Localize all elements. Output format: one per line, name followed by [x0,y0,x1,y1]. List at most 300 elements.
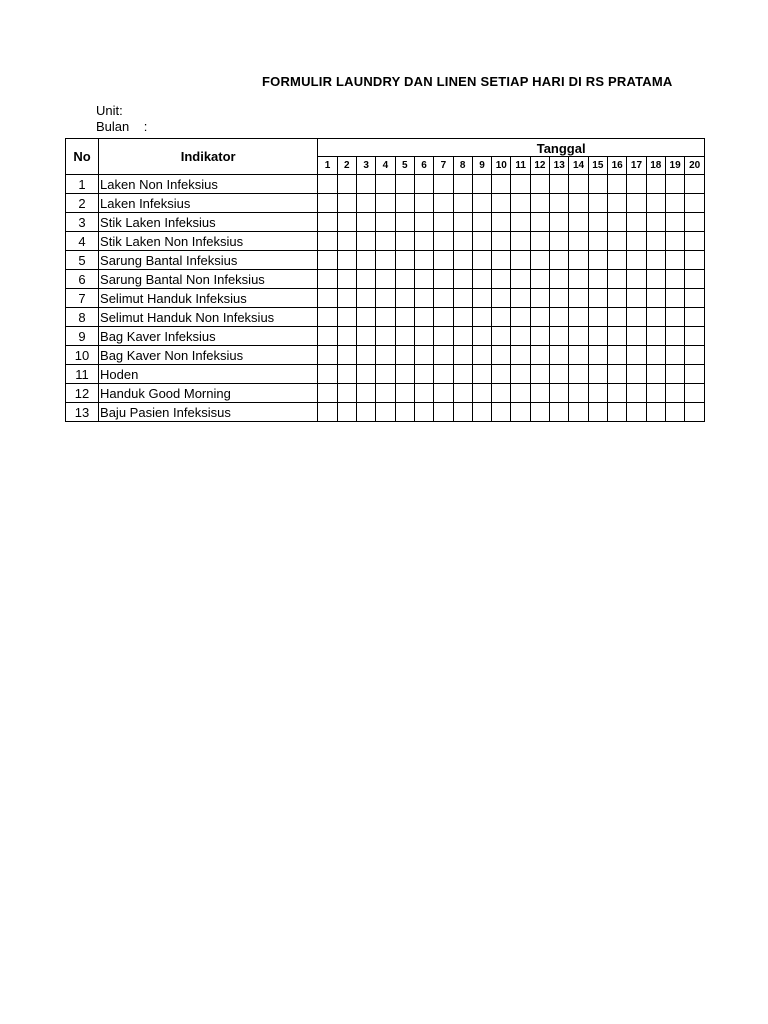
day-entry-cell[interactable] [646,270,665,289]
day-entry-cell[interactable] [646,232,665,251]
day-entry-cell[interactable] [550,403,569,422]
day-entry-cell[interactable] [665,232,684,251]
day-entry-cell[interactable] [434,308,453,327]
day-entry-cell[interactable] [492,327,511,346]
day-entry-cell[interactable] [492,175,511,194]
day-entry-cell[interactable] [511,384,530,403]
day-entry-cell[interactable] [472,346,491,365]
day-entry-cell[interactable] [318,251,337,270]
day-entry-cell[interactable] [511,213,530,232]
day-entry-cell[interactable] [550,175,569,194]
day-entry-cell[interactable] [395,194,414,213]
day-entry-cell[interactable] [627,270,646,289]
day-entry-cell[interactable] [318,365,337,384]
day-entry-cell[interactable] [511,251,530,270]
day-entry-cell[interactable] [665,194,684,213]
day-entry-cell[interactable] [646,251,665,270]
day-entry-cell[interactable] [665,289,684,308]
tanggal-header [318,139,705,157]
day-entry-cell[interactable] [569,289,588,308]
day-entry-cell[interactable] [627,384,646,403]
day-entry-cell[interactable] [453,270,472,289]
day-entry-cell[interactable] [665,403,684,422]
day-entry-cell[interactable] [395,175,414,194]
table-row [66,232,705,251]
day-entry-cell[interactable] [646,308,665,327]
day-entry-cell[interactable] [530,346,549,365]
day-entry-cell[interactable] [395,327,414,346]
day-entry-cell[interactable] [569,251,588,270]
table-row [66,289,705,308]
day-entry-cell[interactable] [414,194,433,213]
day-entry-cell[interactable] [569,213,588,232]
day-entry-cell[interactable] [511,308,530,327]
table-row [66,327,705,346]
day-entry-cell[interactable] [356,308,375,327]
indikator-cell: Handuk Good Morning [99,384,318,403]
day-entry-cell[interactable] [472,384,491,403]
day-entry-cell[interactable] [665,327,684,346]
table-row [66,403,705,422]
day-entry-cell[interactable] [376,213,395,232]
day-entry-cell[interactable] [492,403,511,422]
day-entry-cell[interactable] [608,308,627,327]
row-number: 3 [66,213,99,232]
day-entry-cell[interactable] [337,365,356,384]
table-row [66,213,705,232]
day-entry-cell[interactable] [511,270,530,289]
day-entry-cell[interactable] [318,403,337,422]
day-entry-cell[interactable] [665,251,684,270]
title-area [0,74,686,94]
table-row [66,175,705,194]
table-row [66,270,705,289]
day-entry-cell[interactable] [434,270,453,289]
day-entry-cell[interactable] [492,213,511,232]
row-number: 1 [66,175,99,194]
day-entry-cell[interactable] [569,346,588,365]
day-entry-cell[interactable] [608,232,627,251]
row-number: 7 [66,289,99,308]
day-entry-cell[interactable] [685,213,705,232]
day-header: 5 [395,157,414,175]
day-entry-cell[interactable] [376,270,395,289]
day-entry-cell[interactable] [472,175,491,194]
day-entry-cell[interactable] [511,194,530,213]
row-number: 4 [66,232,99,251]
day-entry-cell[interactable] [530,270,549,289]
day-entry-cell[interactable] [414,175,433,194]
day-entry-cell[interactable] [472,289,491,308]
day-entry-cell[interactable] [453,289,472,308]
day-entry-cell[interactable] [395,403,414,422]
day-entry-cell[interactable] [453,346,472,365]
day-entry-cell[interactable] [318,308,337,327]
indikator-cell: Baju Pasien Infeksisus [99,403,318,422]
day-entry-cell[interactable] [685,327,705,346]
indikator-cell: Sarung Bantal Infeksius [99,251,318,270]
day-entry-cell[interactable] [356,251,375,270]
day-entry-cell[interactable] [550,194,569,213]
day-entry-cell[interactable] [665,175,684,194]
day-entry-cell[interactable] [492,270,511,289]
day-entry-cell[interactable] [530,308,549,327]
day-entry-cell[interactable] [376,232,395,251]
day-entry-cell[interactable] [414,384,433,403]
day-entry-cell[interactable] [685,270,705,289]
day-entry-cell[interactable] [395,289,414,308]
day-entry-cell[interactable] [453,232,472,251]
day-entry-cell[interactable] [646,365,665,384]
day-entry-cell[interactable] [627,308,646,327]
day-entry-cell[interactable] [530,213,549,232]
day-entry-cell[interactable] [530,251,549,270]
day-entry-cell[interactable] [646,289,665,308]
day-entry-cell[interactable] [685,175,705,194]
day-entry-cell[interactable] [530,327,549,346]
day-entry-cell[interactable] [453,365,472,384]
day-entry-cell[interactable] [318,213,337,232]
day-entry-cell[interactable] [337,384,356,403]
day-entry-cell[interactable] [665,346,684,365]
day-entry-cell[interactable] [550,251,569,270]
day-entry-cell[interactable] [627,175,646,194]
day-entry-cell[interactable] [434,384,453,403]
day-entry-cell[interactable] [376,308,395,327]
day-entry-cell[interactable] [608,346,627,365]
day-entry-cell[interactable] [646,346,665,365]
day-entry-cell[interactable] [318,346,337,365]
day-entry-cell[interactable] [588,403,607,422]
day-entry-cell[interactable] [376,289,395,308]
day-entry-cell[interactable] [569,175,588,194]
day-entry-cell[interactable] [665,270,684,289]
day-entry-cell[interactable] [492,251,511,270]
day-entry-cell[interactable] [530,403,549,422]
day-entry-cell[interactable] [511,175,530,194]
day-entry-cell[interactable] [569,403,588,422]
day-entry-cell[interactable] [646,384,665,403]
day-entry-cell[interactable] [588,232,607,251]
day-entry-cell[interactable] [434,232,453,251]
day-entry-cell[interactable] [530,194,549,213]
day-entry-cell[interactable] [492,346,511,365]
day-entry-cell[interactable] [550,346,569,365]
day-entry-cell[interactable] [356,175,375,194]
day-entry-cell[interactable] [550,213,569,232]
day-entry-cell[interactable] [337,308,356,327]
day-entry-cell[interactable] [395,232,414,251]
day-entry-cell[interactable] [453,403,472,422]
day-entry-cell[interactable] [685,251,705,270]
row-number: 5 [66,251,99,270]
day-entry-cell[interactable] [550,327,569,346]
day-entry-cell[interactable] [608,251,627,270]
day-entry-cell[interactable] [337,346,356,365]
day-entry-cell[interactable] [337,327,356,346]
day-entry-cell[interactable] [608,365,627,384]
day-entry-cell[interactable] [472,308,491,327]
day-entry-cell[interactable] [588,289,607,308]
day-entry-cell[interactable] [337,270,356,289]
day-entry-cell[interactable] [511,403,530,422]
day-entry-cell[interactable] [530,289,549,308]
day-entry-cell[interactable] [356,289,375,308]
table-row [66,346,705,365]
day-entry-cell[interactable] [530,365,549,384]
day-entry-cell[interactable] [530,175,549,194]
day-entry-cell[interactable] [608,384,627,403]
day-entry-cell[interactable] [337,175,356,194]
day-entry-cell[interactable] [376,384,395,403]
day-entry-cell[interactable] [588,194,607,213]
day-entry-cell[interactable] [492,384,511,403]
day-entry-cell[interactable] [608,403,627,422]
indikator-cell: Selimut Handuk Non Infeksius [99,308,318,327]
day-entry-cell[interactable] [511,289,530,308]
day-entry-cell[interactable] [608,213,627,232]
day-entry-cell[interactable] [376,175,395,194]
day-entry-cell[interactable] [414,403,433,422]
day-entry-cell[interactable] [472,365,491,384]
indikator-cell: Selimut Handuk Infeksius [99,289,318,308]
day-entry-cell[interactable] [685,346,705,365]
day-entry-cell[interactable] [434,346,453,365]
day-entry-cell[interactable] [588,308,607,327]
day-entry-cell[interactable] [318,270,337,289]
day-entry-cell[interactable] [318,384,337,403]
day-entry-cell[interactable] [395,308,414,327]
day-entry-cell[interactable] [685,403,705,422]
day-entry-cell[interactable] [569,384,588,403]
day-entry-cell[interactable] [337,213,356,232]
day-entry-cell[interactable] [569,270,588,289]
day-entry-cell[interactable] [414,289,433,308]
day-header: 1 [318,157,337,175]
indikator-cell: Sarung Bantal Non Infeksius [99,270,318,289]
day-entry-cell[interactable] [685,365,705,384]
day-entry-cell[interactable] [492,289,511,308]
day-entry-cell[interactable] [588,346,607,365]
day-entry-cell[interactable] [588,175,607,194]
day-entry-cell[interactable] [434,403,453,422]
day-entry-cell[interactable] [414,270,433,289]
day-entry-cell[interactable] [530,232,549,251]
day-entry-cell[interactable] [550,365,569,384]
day-entry-cell[interactable] [627,365,646,384]
day-entry-cell[interactable] [395,251,414,270]
day-entry-cell[interactable] [627,403,646,422]
day-entry-cell[interactable] [608,270,627,289]
day-entry-cell[interactable] [530,384,549,403]
day-entry-cell[interactable] [318,289,337,308]
day-entry-cell[interactable] [356,194,375,213]
laundry-table-viewport [65,138,701,425]
day-entry-cell[interactable] [627,289,646,308]
day-entry-cell[interactable] [453,308,472,327]
day-entry-cell[interactable] [337,403,356,422]
day-entry-cell[interactable] [472,213,491,232]
day-entry-cell[interactable] [395,384,414,403]
day-entry-cell[interactable] [453,327,472,346]
day-entry-cell[interactable] [511,232,530,251]
day-entry-cell[interactable] [434,327,453,346]
day-entry-cell[interactable] [588,384,607,403]
day-entry-cell[interactable] [550,308,569,327]
row-number: 6 [66,270,99,289]
day-entry-cell[interactable] [395,346,414,365]
day-entry-cell[interactable] [376,403,395,422]
day-entry-cell[interactable] [492,232,511,251]
day-entry-cell[interactable] [665,384,684,403]
day-entry-cell[interactable] [646,403,665,422]
day-entry-cell[interactable] [608,194,627,213]
day-entry-cell[interactable] [550,289,569,308]
day-entry-cell[interactable] [646,327,665,346]
day-entry-cell[interactable] [627,213,646,232]
day-entry-cell[interactable] [434,175,453,194]
day-entry-cell[interactable] [414,346,433,365]
day-entry-cell[interactable] [414,327,433,346]
day-entry-cell[interactable] [511,365,530,384]
day-entry-cell[interactable] [453,213,472,232]
day-entry-cell[interactable] [414,213,433,232]
day-entry-cell[interactable] [356,213,375,232]
day-entry-cell[interactable] [492,365,511,384]
day-entry-cell[interactable] [356,327,375,346]
day-entry-cell[interactable] [569,308,588,327]
day-entry-cell[interactable] [550,384,569,403]
day-entry-cell[interactable] [569,194,588,213]
table-row [66,308,705,327]
day-entry-cell[interactable] [511,346,530,365]
day-entry-cell[interactable] [588,365,607,384]
day-entry-cell[interactable] [646,175,665,194]
day-entry-cell[interactable] [356,232,375,251]
day-entry-cell[interactable] [356,346,375,365]
day-entry-cell[interactable] [665,308,684,327]
day-entry-cell[interactable] [414,365,433,384]
day-entry-cell[interactable] [588,327,607,346]
day-entry-cell[interactable] [356,365,375,384]
day-entry-cell[interactable] [453,251,472,270]
day-entry-cell[interactable] [646,194,665,213]
day-entry-cell[interactable] [588,270,607,289]
day-header: 18 [646,157,665,175]
day-entry-cell[interactable] [376,251,395,270]
day-header: 4 [376,157,395,175]
day-entry-cell[interactable] [588,251,607,270]
day-entry-cell[interactable] [569,327,588,346]
day-entry-cell[interactable] [337,194,356,213]
day-entry-cell[interactable] [665,213,684,232]
day-entry-cell[interactable] [414,251,433,270]
row-number: 9 [66,327,99,346]
day-entry-cell[interactable] [434,251,453,270]
day-entry-cell[interactable] [318,194,337,213]
day-header: 3 [356,157,375,175]
day-entry-cell[interactable] [627,346,646,365]
day-entry-cell[interactable] [472,232,491,251]
day-entry-cell[interactable] [685,308,705,327]
day-entry-cell[interactable] [453,175,472,194]
day-entry-cell[interactable] [356,384,375,403]
day-entry-cell[interactable] [356,270,375,289]
day-entry-cell[interactable] [608,289,627,308]
day-entry-cell[interactable] [472,327,491,346]
day-entry-cell[interactable] [434,194,453,213]
day-header: 10 [492,157,511,175]
day-entry-cell[interactable] [588,213,607,232]
day-entry-cell[interactable] [453,194,472,213]
day-entry-cell[interactable] [492,194,511,213]
day-header: 13 [550,157,569,175]
day-entry-cell[interactable] [685,289,705,308]
day-entry-cell[interactable] [646,213,665,232]
day-entry-cell[interactable] [685,232,705,251]
day-entry-cell[interactable] [395,213,414,232]
day-entry-cell[interactable] [472,251,491,270]
row-number: 13 [66,403,99,422]
day-entry-cell[interactable] [472,270,491,289]
day-entry-cell[interactable] [376,327,395,346]
day-entry-cell[interactable] [337,251,356,270]
day-header: 15 [588,157,607,175]
day-entry-cell[interactable] [569,365,588,384]
day-entry-cell[interactable] [434,289,453,308]
day-header: 19 [665,157,684,175]
day-entry-cell[interactable] [608,327,627,346]
day-entry-cell[interactable] [337,289,356,308]
day-entry-cell[interactable] [395,270,414,289]
day-entry-cell[interactable] [376,365,395,384]
day-entry-cell[interactable] [414,308,433,327]
indikator-cell: Laken Infeksius [99,194,318,213]
day-entry-cell[interactable] [550,232,569,251]
day-entry-cell[interactable] [318,327,337,346]
day-entry-cell[interactable] [627,232,646,251]
day-entry-cell[interactable] [453,384,472,403]
day-entry-cell[interactable] [627,327,646,346]
day-entry-cell[interactable] [665,365,684,384]
day-header: 16 [608,157,627,175]
table-row [66,194,705,213]
day-entry-cell[interactable] [337,232,356,251]
day-entry-cell[interactable] [395,365,414,384]
day-entry-cell[interactable] [472,403,491,422]
no-column-header: No [66,139,99,175]
day-entry-cell[interactable] [608,175,627,194]
day-entry-cell[interactable] [492,308,511,327]
day-entry-cell[interactable] [376,194,395,213]
day-entry-cell[interactable] [472,194,491,213]
day-entry-cell[interactable] [511,327,530,346]
day-entry-cell[interactable] [318,175,337,194]
day-entry-cell[interactable] [685,384,705,403]
day-entry-cell[interactable] [434,365,453,384]
day-entry-cell[interactable] [318,232,337,251]
day-entry-cell[interactable] [685,194,705,213]
day-entry-cell[interactable] [376,346,395,365]
day-entry-cell[interactable] [627,194,646,213]
day-entry-cell[interactable] [550,270,569,289]
day-entry-cell[interactable] [356,403,375,422]
indikator-cell: Bag Kaver Non Infeksius [99,346,318,365]
day-entry-cell[interactable] [434,213,453,232]
day-entry-cell[interactable] [569,232,588,251]
day-entry-cell[interactable] [627,251,646,270]
day-entry-cell[interactable] [414,232,433,251]
